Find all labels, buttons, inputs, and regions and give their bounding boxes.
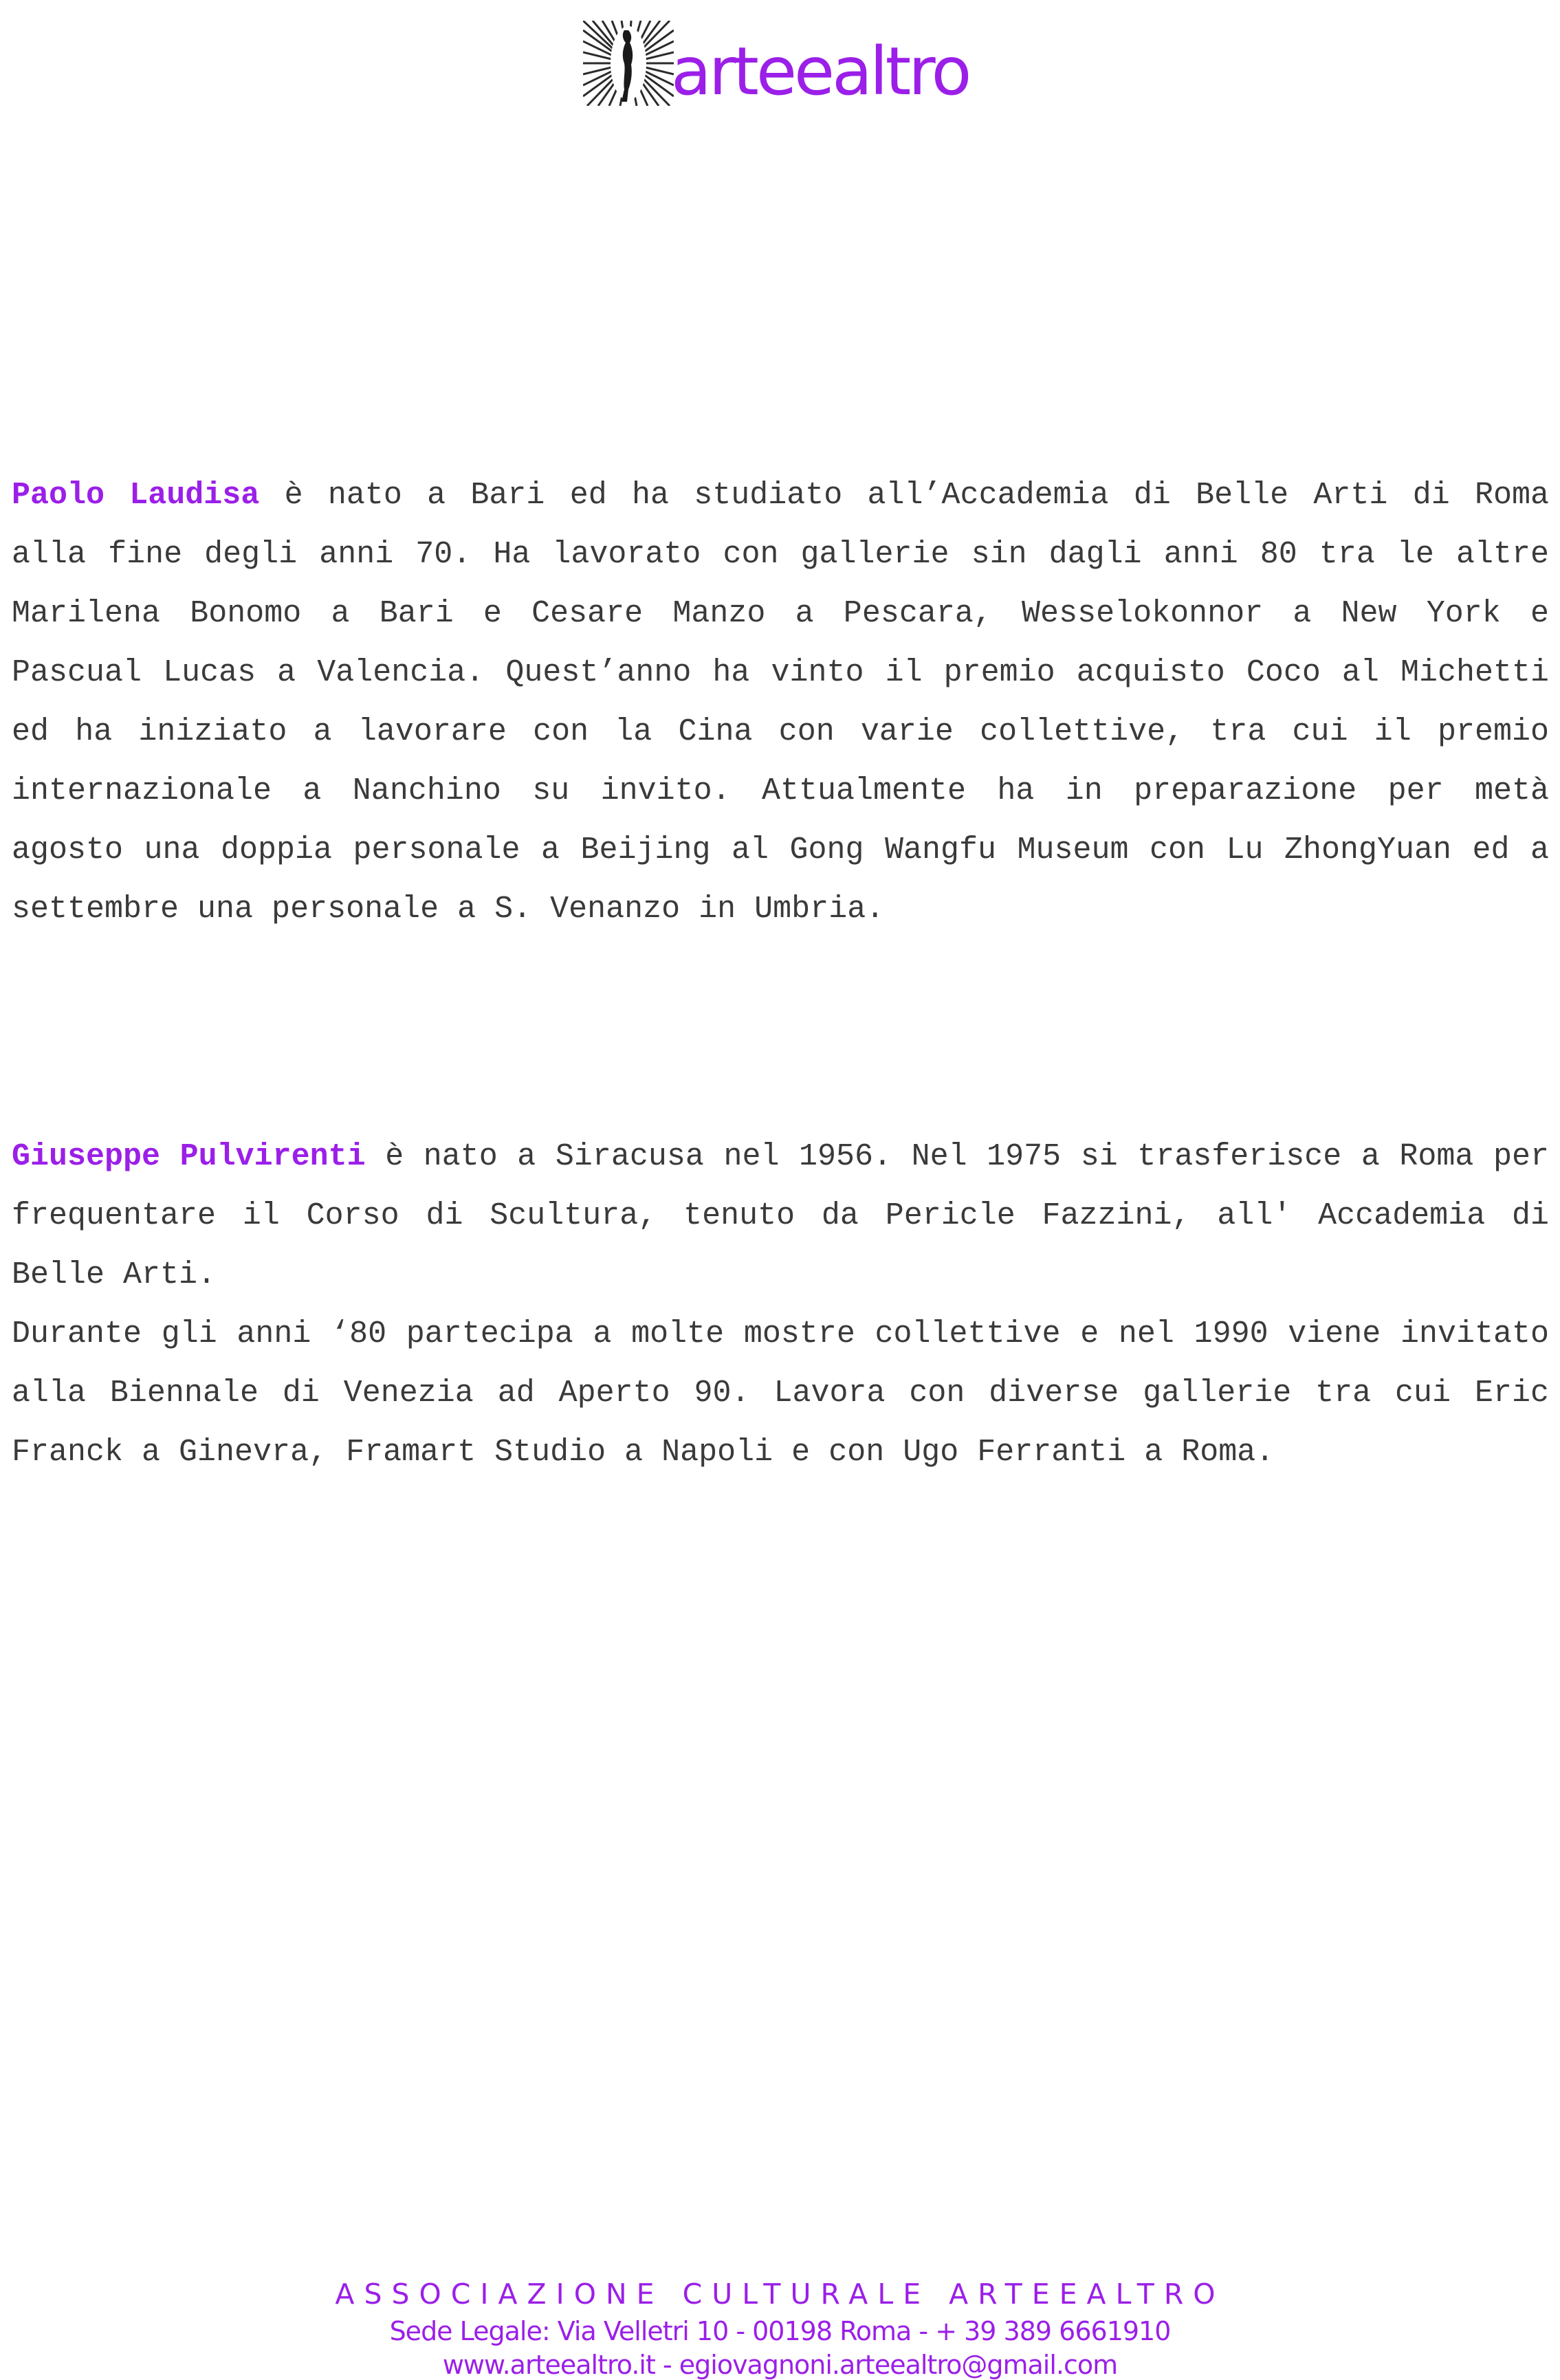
bio-paolo-laudisa bbox=[12, 466, 1549, 939]
bio-giuseppe-pulvirenti bbox=[12, 1127, 1549, 1482]
sunburst-figure-icon bbox=[583, 21, 674, 106]
logo-wordmark: arteealtro bbox=[671, 33, 969, 110]
footer-association-title: ASSOCIAZIONE CULTURALE ARTEEALTRO bbox=[335, 2278, 1225, 2311]
artist-name: Paolo Laudisa bbox=[12, 478, 260, 513]
artist-name: Giuseppe Pulvirenti bbox=[12, 1139, 366, 1174]
footer-address: Sede Legale: Via Velletri 10 - 00198 Roma - + 39 389 6661910 bbox=[389, 2316, 1171, 2346]
bio-text: è nato a Siracusa nel 1956. Nel 1975 si trasferisce a Roma per frequentare il Corso di Scultura, tenuto da Pericle Fazzini, all' Accademia di Belle Arti. bbox=[12, 1139, 1549, 1292]
logo bbox=[583, 15, 969, 110]
bio-paragraph bbox=[12, 1127, 1549, 1305]
footer-web-contacts: www.arteealtro.it - egiovagnoni.arteealtro@gmail.com bbox=[442, 2350, 1118, 2380]
bio-text: è nato a Bari ed ha studiato all’Accademia di Belle Arti di Roma alla fine degli anni 70. Ha lavorato con gallerie sin dagli anni 80 tra le altre Marilena Bonomo a Bari e Cesare Manzo a Pescara, Wesselokonnor a New York e Pascual Lucas a Valencia. Quest’anno ha vinto il premio acquisto Coco al Michetti ed ha iniziato a lavorare con la Cina con varie collettive, tra cui il premio internazionale a Nanchino su invito. Attualmente ha in preparazione per metà agosto una doppia personale a Beijing al Gong Wangfu Museum con Lu ZhongYuan ed a settembre una personale a S. Venanzo in Umbria. bbox=[12, 478, 1549, 927]
bio-paragraph: Durante gli anni ‘80 partecipa a molte mostre collettive e nel 1990 viene invitato alla Biennale di Venezia ad Aperto 90. Lavora con diverse gallerie tra cui Eric Franck a Ginevra, Framart Studio a Napoli e con Ugo Ferranti a Roma. bbox=[12, 1316, 1549, 1470]
bio-paragraph bbox=[12, 466, 1549, 939]
